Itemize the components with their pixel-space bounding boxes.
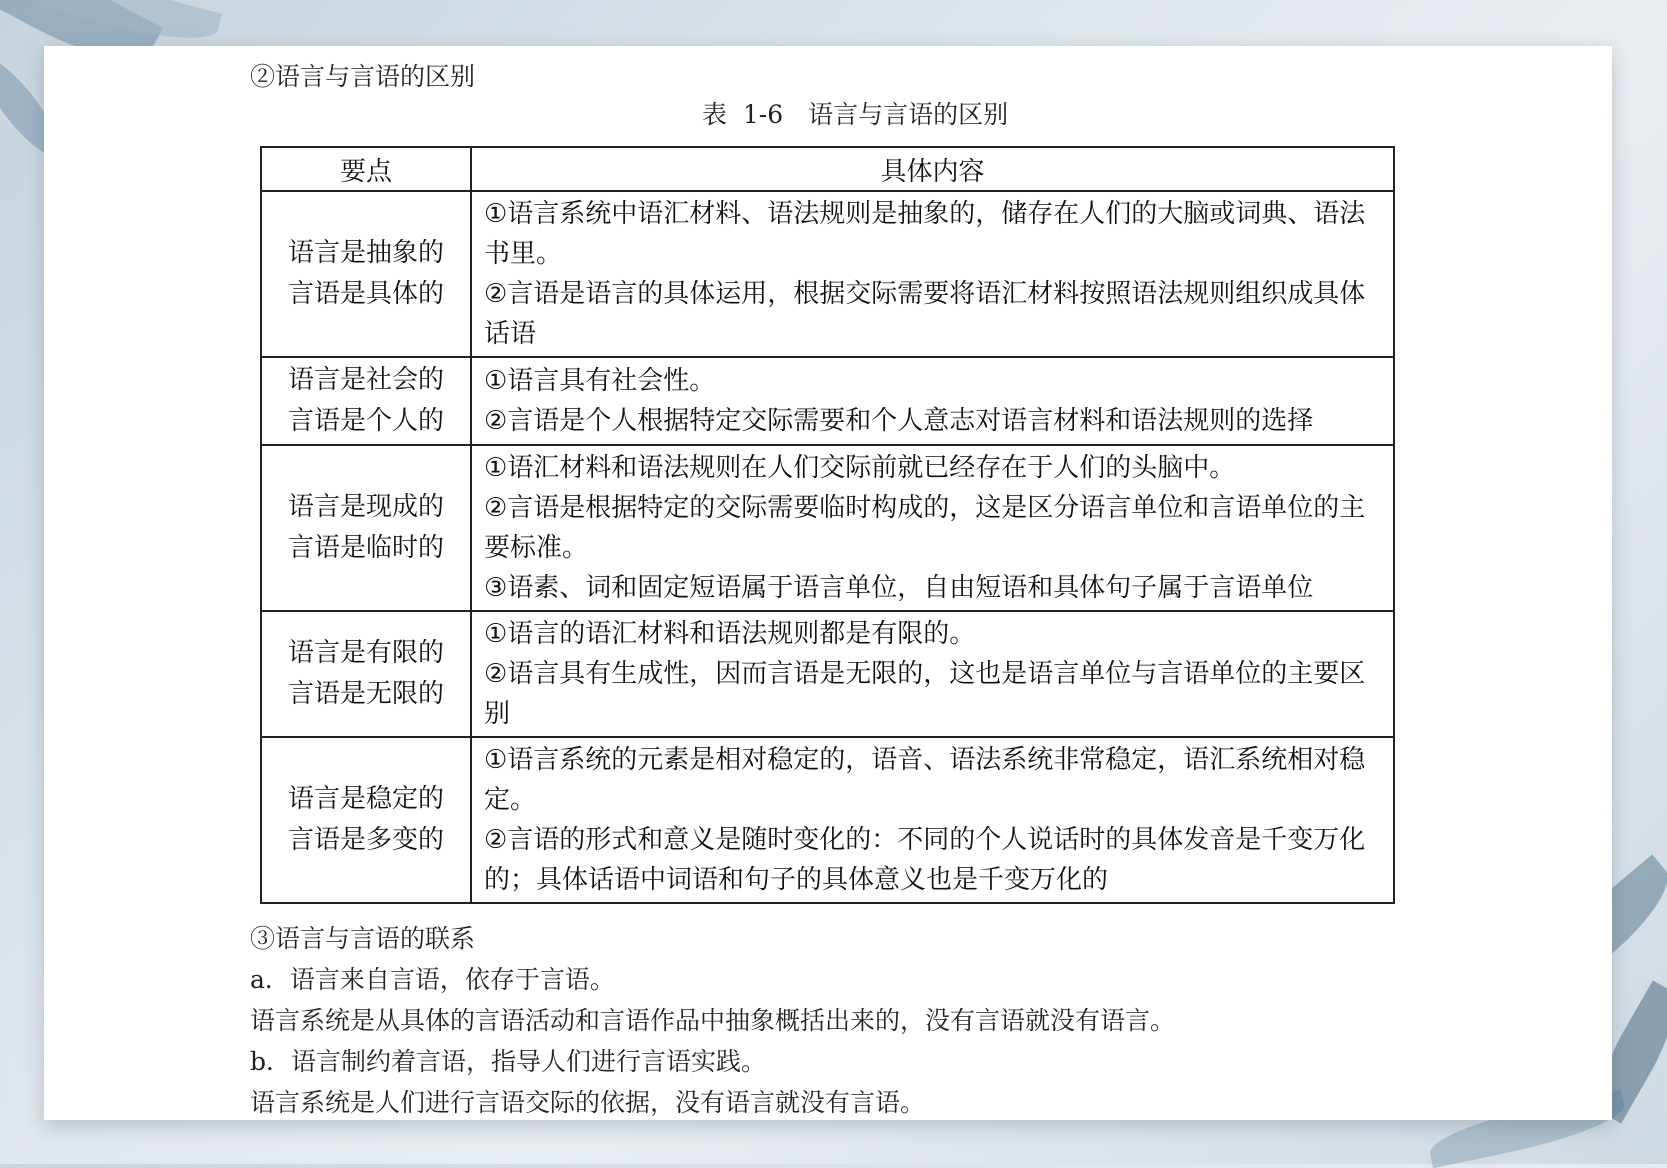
detail-item: ③语素、词和固定短语属于语言单位，自由短语和具体句子属于言语单位 bbox=[484, 573, 1314, 603]
detail-item: ①语言系统的元素是相对稳定的，语音、语法系统非常稳定，语汇系统相对稳定。 bbox=[484, 745, 1366, 815]
language-speech-difference-table bbox=[260, 146, 1395, 904]
key-point-line: 言语是多变的 bbox=[287, 825, 444, 855]
key-point-cell bbox=[261, 445, 471, 611]
page-content bbox=[250, 60, 1420, 1120]
table-row bbox=[261, 737, 1394, 903]
paragraph: b．语言制约着言语，指导人们进行言语实践。 bbox=[250, 1047, 767, 1076]
paragraph: 语言系统是从具体的言语活动和言语作品中抽象概括出来的，没有言语就没有语言。 bbox=[250, 1006, 1176, 1035]
detail-item: ②语言具有生成性，因而言语是无限的，这也是语言单位与言语单位的主要区别 bbox=[484, 659, 1366, 729]
key-point-line: 言语是个人的 bbox=[287, 406, 444, 436]
detail-cell bbox=[471, 191, 1394, 357]
key-point-line: 言语是临时的 bbox=[287, 533, 444, 563]
key-point-cell bbox=[261, 191, 471, 357]
key-point-line: 语言是社会的 bbox=[287, 365, 444, 395]
section-heading-connection: ③语言与言语的联系 bbox=[250, 924, 476, 953]
table-row bbox=[261, 445, 1394, 611]
connection-section bbox=[250, 918, 1420, 1120]
detail-cell bbox=[471, 357, 1394, 445]
detail-item: ①语言具有社会性。 bbox=[484, 366, 716, 396]
document-page bbox=[44, 46, 1612, 1120]
section-heading-differences: ②语言与言语的区别 bbox=[250, 62, 476, 91]
detail-item: ②言语是个人根据特定交际需要和个人意志对语言材料和语法规则的选择 bbox=[484, 406, 1314, 436]
table-header-row bbox=[261, 147, 1394, 191]
key-point-cell bbox=[261, 737, 471, 903]
table-row bbox=[261, 611, 1394, 737]
key-point-cell bbox=[261, 357, 471, 445]
header-details: 具体内容 bbox=[471, 147, 1394, 191]
table-row bbox=[261, 191, 1394, 357]
key-point-cell bbox=[261, 611, 471, 737]
detail-cell bbox=[471, 737, 1394, 903]
key-point-line: 言语是无限的 bbox=[287, 679, 444, 709]
detail-cell bbox=[471, 611, 1394, 737]
key-point-line: 语言是现成的 bbox=[287, 492, 444, 522]
detail-cell bbox=[471, 445, 1394, 611]
table-caption: 表 1-6 语言与言语的区别 bbox=[701, 100, 1009, 129]
header-key-point: 要点 bbox=[261, 147, 471, 191]
detail-item: ①语言系统中语汇材料、语法规则是抽象的，储存在人们的大脑或词典、语法书里。 bbox=[484, 199, 1366, 269]
detail-item: ②言语是根据特定的交际需要临时构成的，这是区分语言单位和言语单位的主要标准。 bbox=[484, 493, 1366, 563]
detail-item: ①语汇材料和语法规则在人们交际前就已经存在于人们的头脑中。 bbox=[484, 453, 1236, 483]
key-point-line: 语言是稳定的 bbox=[287, 784, 444, 814]
detail-item: ②言语是语言的具体运用，根据交际需要将语汇材料按照语法规则组织成具体话语 bbox=[484, 279, 1366, 349]
detail-item: ②言语的形式和意义是随时变化的：不同的个人说话时的具体发音是千变万化的；具体话语中词语和句子的具体意义也是千变万化的 bbox=[484, 825, 1366, 895]
key-point-line: 言语是具体的 bbox=[287, 279, 444, 309]
table-row bbox=[261, 357, 1394, 445]
key-point-line: 语言是抽象的 bbox=[287, 238, 444, 268]
key-point-line: 语言是有限的 bbox=[287, 638, 444, 668]
paragraph: 语言系统是人们进行言语交际的依据，没有语言就没有言语。 bbox=[250, 1088, 926, 1117]
detail-item: ①语言的语汇材料和语法规则都是有限的。 bbox=[484, 619, 976, 649]
paragraph: a．语言来自言语，依存于言语。 bbox=[250, 965, 615, 994]
